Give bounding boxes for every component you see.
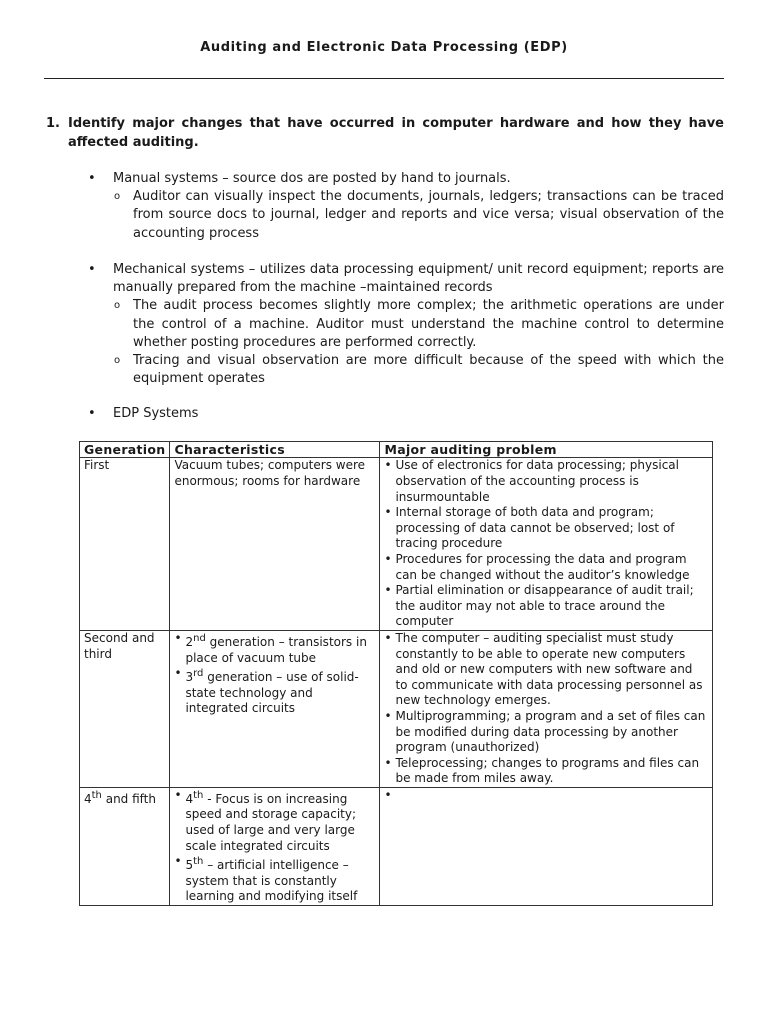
column-header-characteristics: Characteristics <box>170 442 380 458</box>
bullet-manual-systems: • Manual systems – source dos are posted by hand to journals. <box>88 170 724 188</box>
generation-cell <box>80 787 170 905</box>
problem-item: • The computer – auditing specialist must study constantly to be able to operate new computers and old or new computers with new software and to communicate with data processing personnel as new technology emerges. <box>384 631 708 709</box>
problem-item: • Use of electronics for data processing; physical observation of the accounting process is insurmountable <box>384 458 708 505</box>
characteristics-cell <box>170 630 380 787</box>
mechanical-systems-section <box>88 261 724 388</box>
characteristic-item: • 5th – artificial intelligence – system that is constantly learning and modifying itself <box>174 854 375 905</box>
bullet-edp-systems: • EDP Systems <box>88 405 724 423</box>
generation-cell <box>80 630 170 787</box>
problem-item: • Multiprogramming; a program and a set of files can be modified during data processing by another program (unauthorized) <box>384 709 708 756</box>
manual-systems-section <box>88 170 724 243</box>
problems-list <box>384 631 708 787</box>
problems-cell <box>380 458 713 631</box>
edp-systems-section <box>88 405 724 423</box>
generation-label: First <box>84 458 110 473</box>
problem-item: • Partial elimination or disappearance of audit trail; the auditor may not able to trace around the computer <box>384 583 708 630</box>
mechanical-systems-subpoints <box>88 297 724 388</box>
problems-cell <box>380 787 713 905</box>
generation-label: 4th and fifth <box>84 789 156 806</box>
question-text: Identify major changes that have occurred in computer hardware and how they have affected auditing. <box>68 116 724 150</box>
problem-item: • Internal storage of both data and program; processing of data cannot be observed; lost of tracing procedure <box>384 505 708 552</box>
problem-item: • Teleprocessing; changes to programs and files can be made from miles away. <box>384 756 708 787</box>
characteristics-cell <box>170 458 380 631</box>
question-heading <box>46 114 724 152</box>
problems-list <box>384 458 708 630</box>
manual-systems-subpoints <box>88 188 724 243</box>
bullet-mechanical-systems: • Mechanical systems – utilizes data processing equipment/ unit record equipment; reports are manually prepared from the machine –maintained records <box>88 261 724 297</box>
problem-item: • Procedures for processing the data and program can be changed without the auditor’s knowledge <box>384 552 708 583</box>
sub-bullet-item: o Tracing and visual observation are more difficult because of the speed with which the equipment operates <box>88 352 724 388</box>
generation-label: Second and third <box>84 630 155 661</box>
table-row <box>80 787 713 905</box>
generation-cell <box>80 458 170 631</box>
question-number: 1. <box>46 116 60 131</box>
characteristic-item: • 2nd generation – transistors in place of vacuum tube <box>174 631 375 666</box>
characteristic-item: • 3rd generation – use of solid-state technology and integrated circuits <box>174 666 375 717</box>
table-header-row <box>80 442 713 458</box>
sub-bullet-item: o Auditor can visually inspect the documents, journals, ledgers; transactions can be traced from source docs to journal, ledger and reports and vice versa; visual observation of the accounting process <box>88 188 724 243</box>
table-row <box>80 630 713 787</box>
table-row <box>80 458 713 631</box>
column-header-generation: Generation <box>80 442 170 458</box>
characteristics-list <box>174 631 375 717</box>
characteristics-cell <box>170 787 380 905</box>
column-header-major-auditing-problem: Major auditing problem <box>380 442 713 458</box>
title-divider <box>44 78 724 79</box>
edp-generations-table <box>79 441 713 906</box>
characteristics-text: Vacuum tubes; computers were enormous; rooms for hardware <box>174 458 366 488</box>
sub-bullet-item: o The audit process becomes slightly more complex; the arithmetic operations are under the control of a machine. Auditor must understand the machine control to determine whether posting procedures are performed correctly. <box>88 297 724 352</box>
characteristic-item: • 4th - Focus is on increasing speed and storage capacity; used of large and very large scale integrated circuits <box>174 788 375 854</box>
characteristics-list <box>174 788 375 905</box>
document-title: Auditing and Electronic Data Processing (EDP) <box>200 40 568 55</box>
problems-cell <box>380 630 713 787</box>
